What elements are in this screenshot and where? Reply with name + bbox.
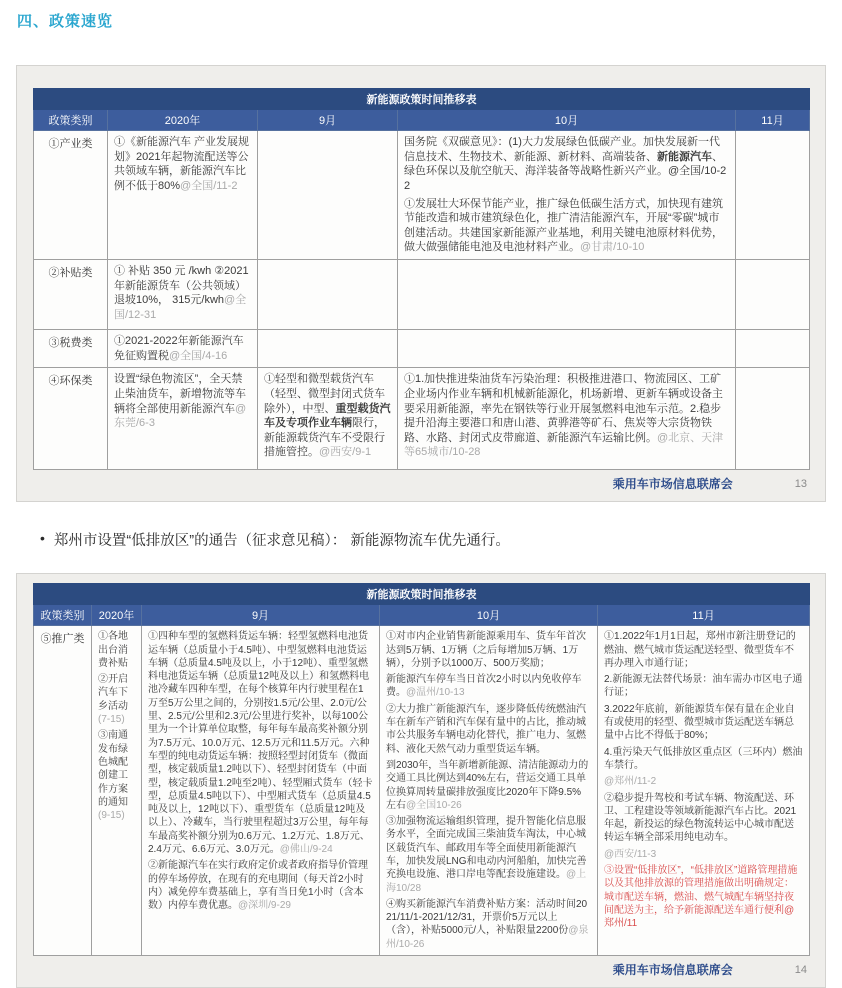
policy-table-1 (33, 88, 810, 470)
slide-footer (33, 956, 809, 983)
cell-promotion-oct: ①对市内企业销售新能源乘用车、货车年首次达到5万辆、1万辆（之后每增加5万辆、1万辆），分别予以1000万、500万奖励； 新能源汽车停车当日首次2小时以内免收停车费。@温州/10-13 ②大力推广新能源汽车，逐步降低传统燃油汽车在新车产销和汽车保有量中的占比，推动城市公共服务车辆电动化替代，推广电力、氢燃料、液化天然气动力重型货运车辆。 到2030年，当年新增新能源、清洁能源动力的交通工具比例达到40%左右，营运交通工具单位换算周转量碳排放强度比2020年下降9.5%左右@全国10-26 ③加强物流运输组织管理，提升智能化信息服务水平，全面完成国三柴油货车淘汰，中心城区载货汽车、邮政用车等全面使用新能源汽车，加快发展LNG和电动内河船舶，加快完善充换电设施、港口岸电等配套设施建设。@上海10/28 ④购买新能源汽车消费补贴方案：活动时间2021/11/1-2021/12/31，开票价5万元以上（含），补贴5000元/人，补贴限量2200份@泉州/10-26 (380, 626, 598, 956)
cell-promotion-2020: ①各地出台消费补贴 ②开启汽车下乡活动(7-15) ③南通发布绿色城配创建工作方案的通知(9-15) (92, 626, 142, 956)
section-heading: 四、政策速览 (17, 13, 114, 30)
cell-subsidy-sep (258, 260, 398, 330)
cell-promotion-nov: ①1.2022年1月1日起，郑州市新注册登记的燃油、燃气城市货运配送轻型、微型货车不再办理入市通行证； 2.新能源无法替代场景：油车需办市区电子通行证； 3.2022年底前，新能源货车保有量在企业自有或使用的轻型、微型城市货运配送车辆总量中占比不得低于80%； 4.重污染天气低排放区重点区（三环内）燃油车禁行。 @郑州/11-2 ②稳步提升驾校和考试车辆、物流配送、环卫、工程建设等领域新能源汽车占比。2021年起，新投运的绿色物流转运中心城市配送转运车辆全部采用纯电动车。 @西安/11-3 ③设置“低排放区”，“低排放区”道路管理措施以及其他排放源的管理措施做出明确规定：城市配送车辆，燃油、燃气城配车辆坚持夜间配送为主，给予新能源配送车通行便利@郑州/11 (598, 626, 810, 956)
bullet-icon: • (40, 530, 45, 547)
table2-col-2020: 2020年 (92, 605, 142, 626)
row-label-tax: ③税费类 (34, 330, 108, 368)
table-row (34, 131, 810, 260)
cell-industry-oct: 国务院《双碳意见》：(1)大力发展绿色低碳产业。加快发展新一代信息技术、生物技术、新能源、新材料、高端装备、新能源汽车、绿色环保以及航空航天、海洋装备等战略性新兴产业。@全国/10-22 ①发展壮大环保节能产业，推广绿色低碳生活方式，加快现有建筑节能改造和城市建筑绿色化，推广清洁能源汽车，开展“零碳”城市创建活动。共建国家新能源产业基地，利用关键电池原材料优势，做大做强储能电池及电池材料产业。@甘肃/10-10 (398, 131, 736, 260)
cell-promotion-sep: ①四种车型的氢燃料货运车辆：轻型氢燃料电池货运车辆（总质量小于4.5吨）、中型氢燃料电池货运车辆（总质量4.5吨及以上，小于12吨）、重型氢燃料电池货运车辆（总质量12吨及以上）和氢燃料电池冷藏车四种车型，在每个核算年内行驶里程在1万至5万公里之间的，分别按1.5元/公里、2.0元/公里、2.5元/公里和2.3元/公里进行奖补，以每100公里为一个计算单位取整，每年每车最高奖补额分别为7.5万元、10.0万元、12.5万元和11.5万元。六种车型的纯电动货运车辆：按照轻型封闭货车（微面型，核定载质量1.2吨以下）、轻型封闭货车（中面型，核定载质量1.2吨至2吨）、轻型厢式货车（轻卡型，总质量4.5吨以下）、中型厢式货车（总质量4.5吨及以上，12吨以下）、重型货车（总质量12吨及以上）、冷藏车，当行驶里程超过3万公里，每年每车最高奖补额分别为0.6万元、1.2万元、1.8万元、2.4万元、6.6万元、3.0万元。@佛山/9-24 ②新能源汽车在实行政府定价或者政府指导价管理的停车场停放，在现有的充电期间（每天首2小时内）减免停车费基础上，享有当日免1小时（含本数）内停车费优惠。@深圳/9-29 (142, 626, 380, 956)
cell-environment-oct: ①1.加快推进柴油货车污染治理：积极推进港口、物流园区、工矿企业场内作业车辆和机械新能源化，机场新增、更新车辆或设备主要采用新能源，率先在钢铁等行业开展氢燃料电池车示范。2.稳步提升沿海主要港口和唐山港、黄骅港等矿石、焦炭等大宗货物铁路、水路、封闭式皮带廊道、新能源汽车运输比例。@北京、天津等65城市/10-28 (398, 368, 736, 470)
table2-header-row (34, 605, 810, 626)
row-label-promotion: ⑤推广类 (34, 626, 92, 956)
table2-col-november: 11月 (598, 605, 810, 626)
cell-tax-sep (258, 330, 398, 368)
page-number: 14 (794, 963, 807, 976)
table2-title: 新能源政策时间推移表 (34, 584, 810, 605)
cell-industry-2020: ①《新能源汽车 产业发展规划》2021年起物流配送等公共领域车辆，新能源汽车比例不低于80%@全国/11-2 (108, 131, 258, 260)
table1-col-october: 10月 (398, 110, 736, 131)
cell-subsidy-2020: ① 补贴 350 元 /kwh ②2021年新能源货车（公共领域） 退坡10%， 315元/kwh@全国/12-31 (108, 260, 258, 330)
table1-header-row (34, 110, 810, 131)
policy-table-2 (33, 583, 810, 956)
table1-col-2020: 2020年 (108, 110, 258, 131)
bullet-note (40, 529, 842, 550)
cell-tax-oct (398, 330, 736, 368)
table1-title-row (34, 89, 810, 110)
table1-col-september: 9月 (258, 110, 398, 131)
cell-environment-nov (736, 368, 810, 470)
table-row (34, 330, 810, 368)
table-row (34, 626, 810, 956)
table2-title-row (34, 584, 810, 605)
table-row (34, 260, 810, 330)
row-label-subsidy: ②补贴类 (34, 260, 108, 330)
policy-slide-14 (16, 573, 826, 988)
footer-org-label: 乘用车市场信息联席会 (612, 963, 733, 978)
table1-col-category: 政策类别 (34, 110, 108, 131)
row-label-industry: ①产业类 (34, 131, 108, 260)
row-label-environment: ④环保类 (34, 368, 108, 470)
cell-environment-sep: ①轻型和微型载货汽车（轻型、微型封闭式货车除外），中型、重型载货汽车及专项作业车辆限行，新能源载货汽车不受限行措施管控。@西安/9-1 (258, 368, 398, 470)
cell-tax-nov (736, 330, 810, 368)
cell-industry-nov (736, 131, 810, 260)
table2-col-september: 9月 (142, 605, 380, 626)
table2-col-category: 政策类别 (34, 605, 92, 626)
table1-col-november: 11月 (736, 110, 810, 131)
cell-industry-sep (258, 131, 398, 260)
cell-subsidy-oct (398, 260, 736, 330)
footer-org-label: 乘用车市场信息联席会 (612, 477, 733, 492)
table2-col-october: 10月 (380, 605, 598, 626)
page-number: 13 (794, 477, 807, 490)
cell-environment-2020: 设置“绿色物流区”，全天禁止柴油货车，新增物流等车辆将全部使用新能源汽车@东莞/6-3 (108, 368, 258, 470)
cell-tax-2020: ①2021-2022年新能源汽车免征购置税@全国/4-16 (108, 330, 258, 368)
bullet-text: 郑州市设置“低排放区”的通告（征求意见稿）： 新能源物流车优先通行。 (53, 533, 510, 550)
cell-subsidy-nov (736, 260, 810, 330)
table1-title: 新能源政策时间推移表 (34, 89, 810, 110)
policy-slide-13 (16, 65, 826, 502)
slide-footer (33, 470, 809, 497)
table-row (34, 368, 810, 470)
